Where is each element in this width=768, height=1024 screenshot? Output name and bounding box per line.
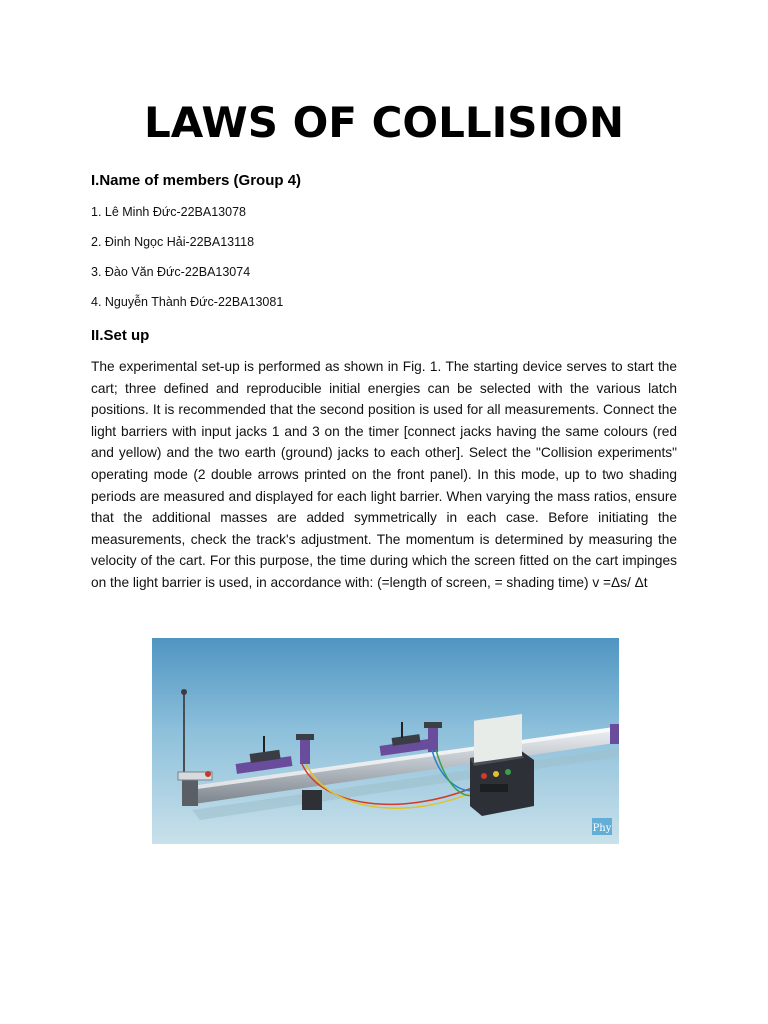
member-item-3: 3. Đào Văn Đức-22BA13074: [91, 265, 251, 279]
section-heading-members: I.Name of members (Group 4): [91, 172, 302, 189]
member-item-1: 1. Lê Minh Đức-22BA13078: [91, 205, 246, 219]
setup-paragraph: The experimental set-up is performed as shown in Fig. 1. The starting device serves to start the cart; three defined and reproducible initial energies can be selected with the various latch positions. It is recommended that the second position is used for all measurements. Connect the light barriers with input jacks 1 and 3 on the timer [connect jacks having the same colours (red and yellow) and the two earth (ground) jacks to each other]. Select the "Collision experiments" operating mode (2 double arrows printed on the front panel). In this mode, up to two shading periods are measured and displayed for each light barrier. When varying the mass ratios, ensure that the additional masses are added symmetrically in each case. Before initiating the measurements, check the track's adjustment. The momentum is determined by measuring the velocity of the cart. For this purpose, the time during which the screen fitted on the cart impinges on the light barrier is used, in accordance with: (=length of screen, = shading time) v =Δs/ Δt: [91, 359, 677, 590]
figure-logo: Phy: [592, 823, 612, 834]
member-item-4: 4. Nguyễn Thành Đức-22BA13081: [91, 295, 284, 309]
experiment-setup-photo: [152, 638, 619, 844]
document-title: LAWS OF COLLISION: [143, 98, 624, 147]
member-item-2: 2. Đinh Ngọc Hải-22BA13118: [91, 235, 255, 249]
section-heading-setup: II.Set up: [91, 327, 150, 344]
